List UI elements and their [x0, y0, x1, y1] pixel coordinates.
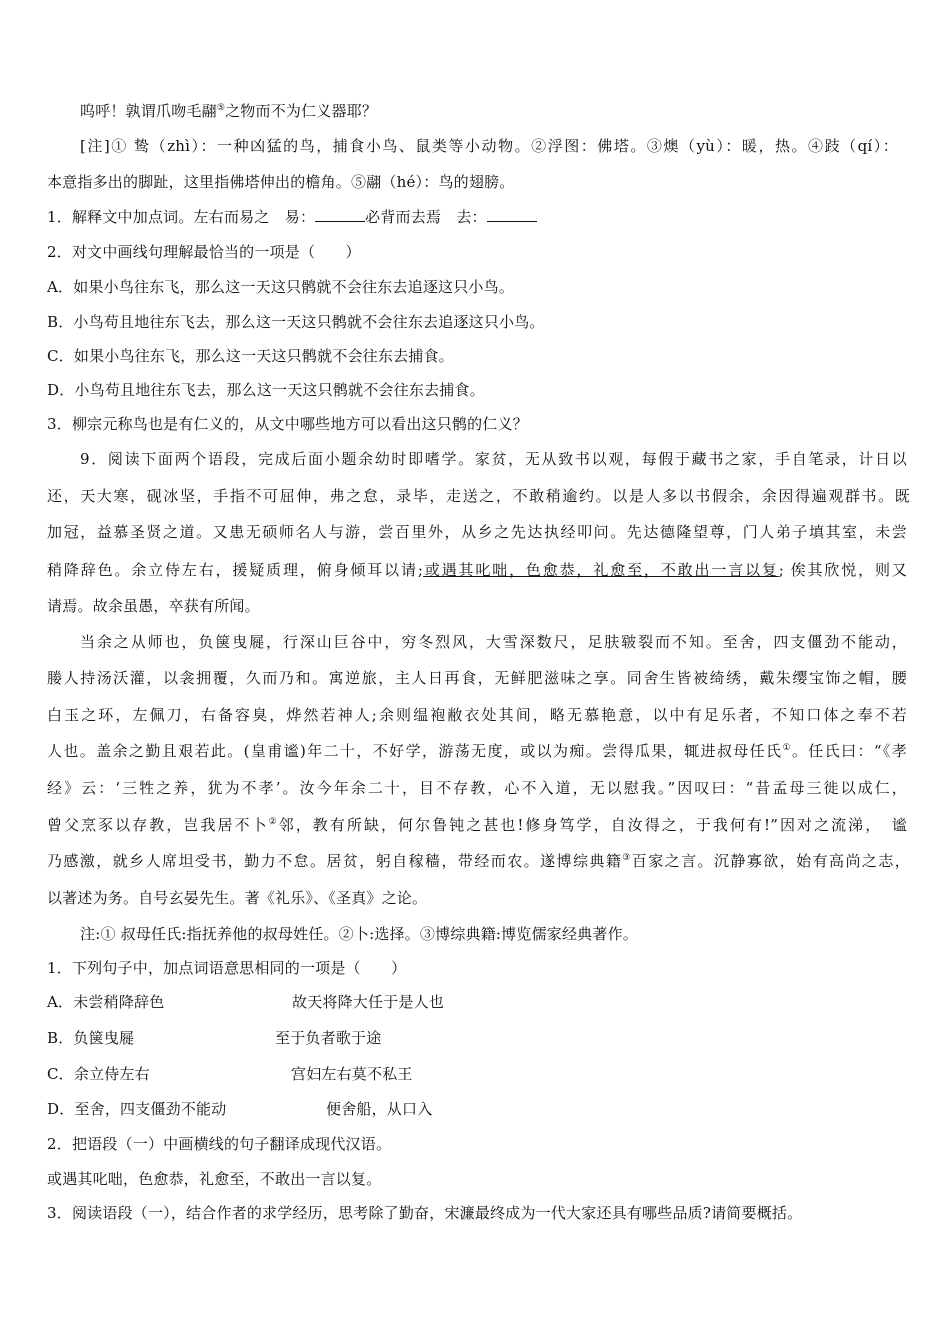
option-a: A．未尝稍降辞色 故天将降大任于是人也 — [47, 993, 445, 1011]
option-d: D．小鸟苟且地往东飞去，那么这一天这只鹘就不会往东去捕食。 — [47, 381, 485, 399]
question-3: 3．阅读语段（一），结合作者的求学经历，思考除了勤奋，宋濂最终成为一代大家还具有哪些品质?请简要概括。 — [47, 1204, 803, 1222]
answer-blank[interactable] — [487, 207, 537, 222]
passage-line: 人也。盖余之勤且艰若此。(皇甫谧)年二十，不好学，游荡无度，或以为痴。尝得瓜果，辄进叔母任氏①。任氏曰：“《孝 — [47, 742, 907, 760]
passage-line: 白玉之环，左佩刀，右备容臭，烨然若神人;余则缊袍敝衣处其间，略无慕艳意，以中有足乐者，不知口体之奉不若 — [47, 706, 907, 724]
option-b: B．小鸟苟且地往东飞去，那么这一天这只鹘就不会往东去追逐这只小鸟。 — [47, 313, 545, 331]
question-1: 1．下列句子中，加点词语意思相同的一项是（ ） — [47, 959, 407, 977]
underlined-sentence: 或遇其叱咄，色愈恭，礼愈至，不敢出一言以复 — [423, 561, 779, 579]
option-c: C．如果小鸟往东飞，那么这一天这只鹘就不会往东去捕食。 — [47, 347, 454, 365]
passage-line: 请焉。故余虽愚，卒获有所闻。 — [47, 597, 260, 615]
passage-line: 曾父烹豕以存教，岂我居不卜②邻，教有所缺，何尔鲁钝之甚也!修身笃学，自汝得之，于我何有!”因对之流涕， 谧 — [47, 816, 907, 834]
option-b: B．负箧曳屣 至于负者歌于途 — [47, 1029, 382, 1047]
option-a: A．如果小鸟往东飞，那么这一天这只鹘就不会往东去追逐这只小鸟。 — [47, 278, 515, 296]
passage-line: 经》云：‘三牲之养，犹为不孝’。汝今年余二十，目不存教，心不入道，无以慰我。”因叹曰：“昔孟母三徙以成仁， — [47, 779, 907, 797]
question-3: 3．柳宗元称鸟也是有仁义的，从文中哪些地方可以看出这只鹘的仁义？ — [47, 415, 528, 433]
passage-line: 媵人持汤沃灌，以衾拥覆，久而乃和。寓逆旅，主人日再食，无鲜肥滋味之享。同舍生皆被绮绣，戴朱缨宝饰之帽，腰 — [47, 669, 907, 687]
text-line: 呜呼！孰谓爪吻毛翮⑤之物而不为仁义器耶？ — [80, 102, 378, 120]
option-d: D．至舍，四支僵劲不能动 便舍船，从口入 — [47, 1100, 433, 1118]
question-2: 2．对文中画线句理解最恰当的一项是（ ） — [47, 243, 361, 261]
answer-blank[interactable] — [315, 207, 365, 222]
passage-line: 以著述为务。自号玄晏先生。著《礼乐》、《圣真》之论。 — [47, 889, 428, 907]
passage-line: 乃感激，就乡人席坦受书，勤力不怠。居贫，躬自稼穑，带经而农。遂博综典籍③百家之言。沉静寡欲，始有高尚之志， — [47, 852, 910, 870]
passage-line: 加冠，益慕圣贤之道。又患无硕师名人与游，尝百里外，从乡之先达执经叩问。先达德隆望尊，门人弟子填其室，未尝 — [47, 523, 907, 541]
note-line: 本意指多出的脚趾，这里指佛塔伸出的檐角。⑤翮（hé）：鸟的翅膀。 — [47, 173, 515, 191]
option-c: C．余立侍左右 宫妇左右莫不私王 — [47, 1065, 413, 1083]
question-2-sentence: 或遇其叱咄，色愈恭，礼愈至，不敢出一言以复。 — [47, 1170, 382, 1188]
question-1: 1．解释文中加点词。左右而易之 易： 必背而去焉 去： — [47, 207, 950, 227]
note-line: [注]① 鸷（zhì）：一种凶猛的鸟，捕食小鸟、鼠类等小动物。②浮图：佛塔。③燠（yù）：暖，热。④跂（qí）： — [80, 137, 898, 155]
passage-line: 稍降辞色。余立侍左右，援疑质理，俯身倾耳以请;或遇其叱咄，色愈恭，礼愈至，不敢出一言以复; 俟其欣悦，则又 — [47, 561, 908, 579]
passage-line: 9．阅读下面两个语段，完成后面小题余幼时即嗜学。家贫，无从致书以观，每假于藏书之家，手自笔录，计日以 — [80, 450, 907, 468]
passage-line: 还，天大寒，砚冰坚，手指不可屈伸，弗之怠，录毕，走送之，不敢稍逾约。以是人多以书假余，余因得遍观群书。既 — [47, 487, 910, 505]
passage-line: 当余之从师也，负箧曳屣，行深山巨谷中，穷冬烈风，大雪深数尺，足肤皲裂而不知。至舍，四支僵劲不能动， — [80, 633, 907, 651]
note-line: 注:① 叔母任氏:指抚养他的叔母姓任。②卜:选择。③博综典籍:博览儒家经典著作。 — [80, 925, 638, 943]
question-2: 2．把语段（一）中画横线的句子翻译成现代汉语。 — [47, 1135, 392, 1153]
